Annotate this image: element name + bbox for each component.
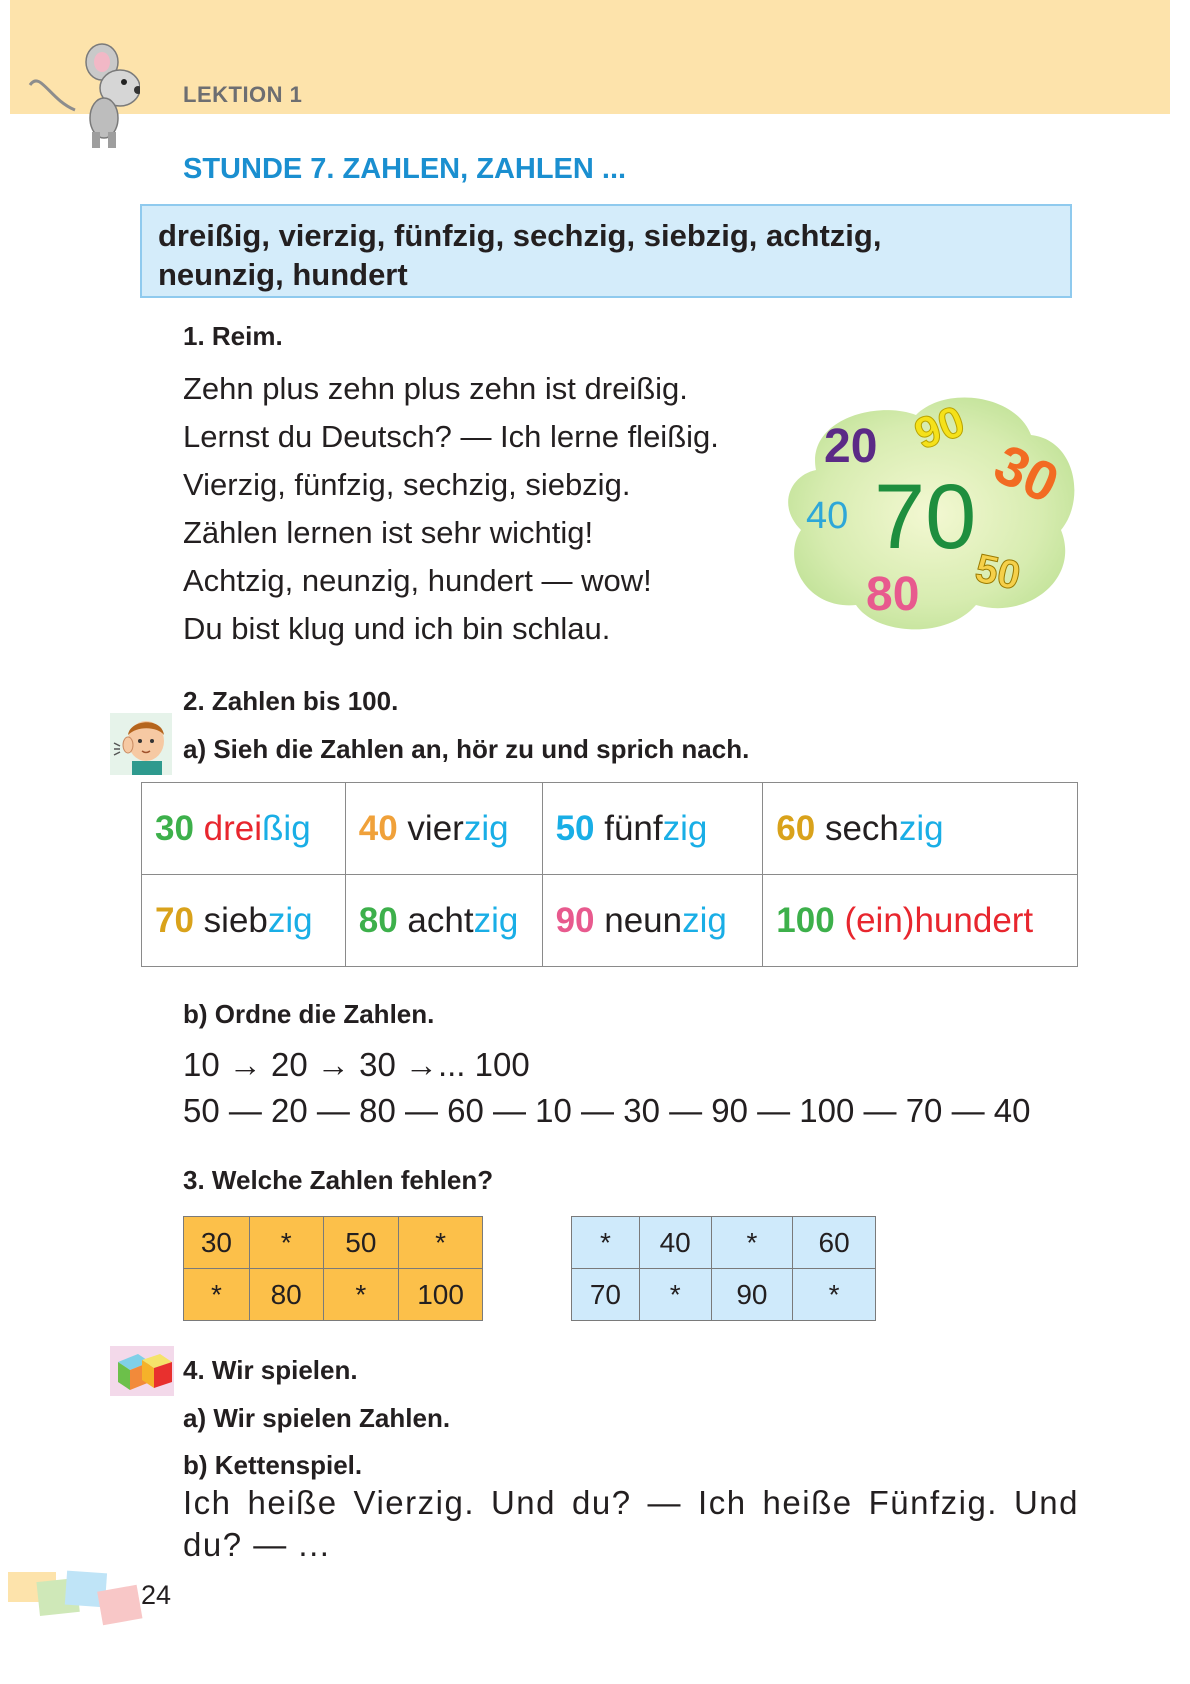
- table-row: [142, 783, 1078, 875]
- number-cell: [142, 783, 346, 875]
- table-row: [184, 1269, 483, 1321]
- table-row: [184, 1217, 483, 1269]
- page-corner-decoration: [8, 1566, 143, 1631]
- missing-numbers-grid-right: [571, 1216, 876, 1321]
- numbers-table: [141, 782, 1078, 967]
- vocab-box: [140, 204, 1072, 298]
- cloud-number-20: 20: [824, 420, 878, 473]
- word-stem: acht: [407, 900, 474, 940]
- cloud-number-70: 70: [874, 466, 977, 568]
- number-40: 40: [358, 808, 398, 848]
- word-stem: sech: [824, 808, 899, 848]
- lesson-label: LEKTION 1: [183, 82, 303, 107]
- mouse-icon: [20, 40, 140, 150]
- number-cell: [763, 875, 1078, 967]
- word-stem: drei: [203, 808, 263, 848]
- grid-cell: 30: [184, 1217, 250, 1269]
- task1-heading: 1. Reim.: [183, 321, 283, 351]
- word-stem: vier: [407, 808, 464, 848]
- poem-line: Lernst du Deutsch? — Ich lerne fleißig.: [183, 419, 719, 454]
- cloud-number-90: 90: [908, 396, 972, 460]
- word-suffix: zig: [473, 900, 519, 940]
- grid-cell: 90: [711, 1269, 793, 1321]
- number-cell: [345, 783, 542, 875]
- word-stem: (ein)hundert: [844, 900, 1034, 940]
- grid-cell: *: [323, 1269, 399, 1321]
- number-80: 80: [358, 900, 398, 940]
- grid-cell: *: [572, 1217, 640, 1269]
- task2b-heading: b) Ordne die Zahlen.: [183, 999, 435, 1029]
- word-stem: fünf: [604, 808, 663, 848]
- grid-cell: 40: [639, 1217, 711, 1269]
- grid-cell: *: [793, 1269, 876, 1321]
- grid-cell: 80: [249, 1269, 323, 1321]
- grid-cell: *: [639, 1269, 711, 1321]
- number-30: 30: [155, 808, 194, 848]
- grid-cell: 70: [572, 1269, 640, 1321]
- poem-line: Zehn plus zehn plus zehn ist dreißig.: [183, 371, 688, 406]
- task4a-heading: a) Wir spielen Zahlen.: [183, 1403, 451, 1433]
- task4b-heading: b) Kettenspiel.: [183, 1450, 363, 1480]
- dice-icon: [110, 1346, 174, 1396]
- word-stem: neun: [604, 900, 683, 940]
- poem-line: Vierzig, fünfzig, sechzig, siebzig.: [183, 467, 631, 502]
- number-cell: [142, 875, 346, 967]
- word-suffix: zig: [662, 808, 708, 848]
- word-suffix: zig: [463, 808, 509, 848]
- grid-cell: *: [249, 1217, 323, 1269]
- poem-line: Du bist klug und ich bin schlau.: [183, 611, 611, 646]
- task4-heading: 4. Wir spielen.: [183, 1355, 358, 1385]
- listening-boy-icon: [110, 713, 172, 775]
- number-60: 60: [776, 808, 816, 848]
- page-title: STUNDE 7. ZAHLEN, ZAHLEN ...: [183, 153, 627, 185]
- number-cloud-illustration: [776, 380, 1086, 650]
- task3-heading: 3. Welche Zahlen fehlen?: [183, 1165, 494, 1195]
- scrambled-sequence: 50 — 20 — 80 — 60 — 10 — 30 — 90 — 100 — 70 — 40: [183, 1092, 1031, 1129]
- grid-cell: *: [399, 1217, 483, 1269]
- poem-line: Zählen lernen ist sehr wichtig!: [183, 515, 594, 550]
- word-stem: sieb: [203, 900, 268, 940]
- number-cell: [763, 783, 1078, 875]
- chain-game-text: Ich heiße Vierzig. Und du? — Ich heiße Fünfzig. Und du? — ...: [183, 1484, 1079, 1563]
- grid-cell: *: [184, 1269, 250, 1321]
- poem: [183, 365, 719, 653]
- word-suffix: zig: [898, 808, 944, 848]
- cloud-number-80: 80: [866, 568, 920, 621]
- cloud-number-50: 50: [971, 546, 1025, 599]
- cloud-number-40: 40: [806, 495, 849, 537]
- word-suffix: ßig: [262, 808, 311, 848]
- table-row: [572, 1269, 876, 1321]
- word-suffix: zig: [682, 900, 727, 940]
- missing-numbers-grid-left: [183, 1216, 483, 1321]
- word-suffix: zig: [267, 900, 313, 940]
- number-100: 100: [776, 900, 835, 940]
- page-number: 24: [141, 1580, 172, 1610]
- grid-cell: 100: [399, 1269, 483, 1321]
- number-90: 90: [555, 900, 595, 940]
- vocab-line-2: neunzig, hundert: [158, 257, 408, 292]
- task2a-heading: a) Sieh die Zahlen an, hör zu und sprich nach.: [183, 734, 750, 764]
- task2-heading: 2. Zahlen bis 100.: [183, 686, 399, 716]
- grid-cell: 50: [323, 1217, 399, 1269]
- poem-line: Achtzig, neunzig, hundert — wow!: [183, 563, 652, 598]
- number-cell: [542, 875, 763, 967]
- grid-cell: *: [711, 1217, 793, 1269]
- number-cell: [542, 783, 763, 875]
- table-row: [142, 875, 1078, 967]
- number-cell: [345, 875, 542, 967]
- number-50: 50: [555, 808, 595, 848]
- number-70: 70: [155, 900, 194, 940]
- ordered-sequence: 10 → 20 → 30 →... 100: [183, 1046, 530, 1083]
- grid-cell: 60: [793, 1217, 876, 1269]
- cloud-number-30: 30: [985, 431, 1069, 516]
- vocab-line-1: dreißig, vierzig, fünfzig, sechzig, siebzig, achtzig,: [158, 218, 882, 253]
- table-row: [572, 1217, 876, 1269]
